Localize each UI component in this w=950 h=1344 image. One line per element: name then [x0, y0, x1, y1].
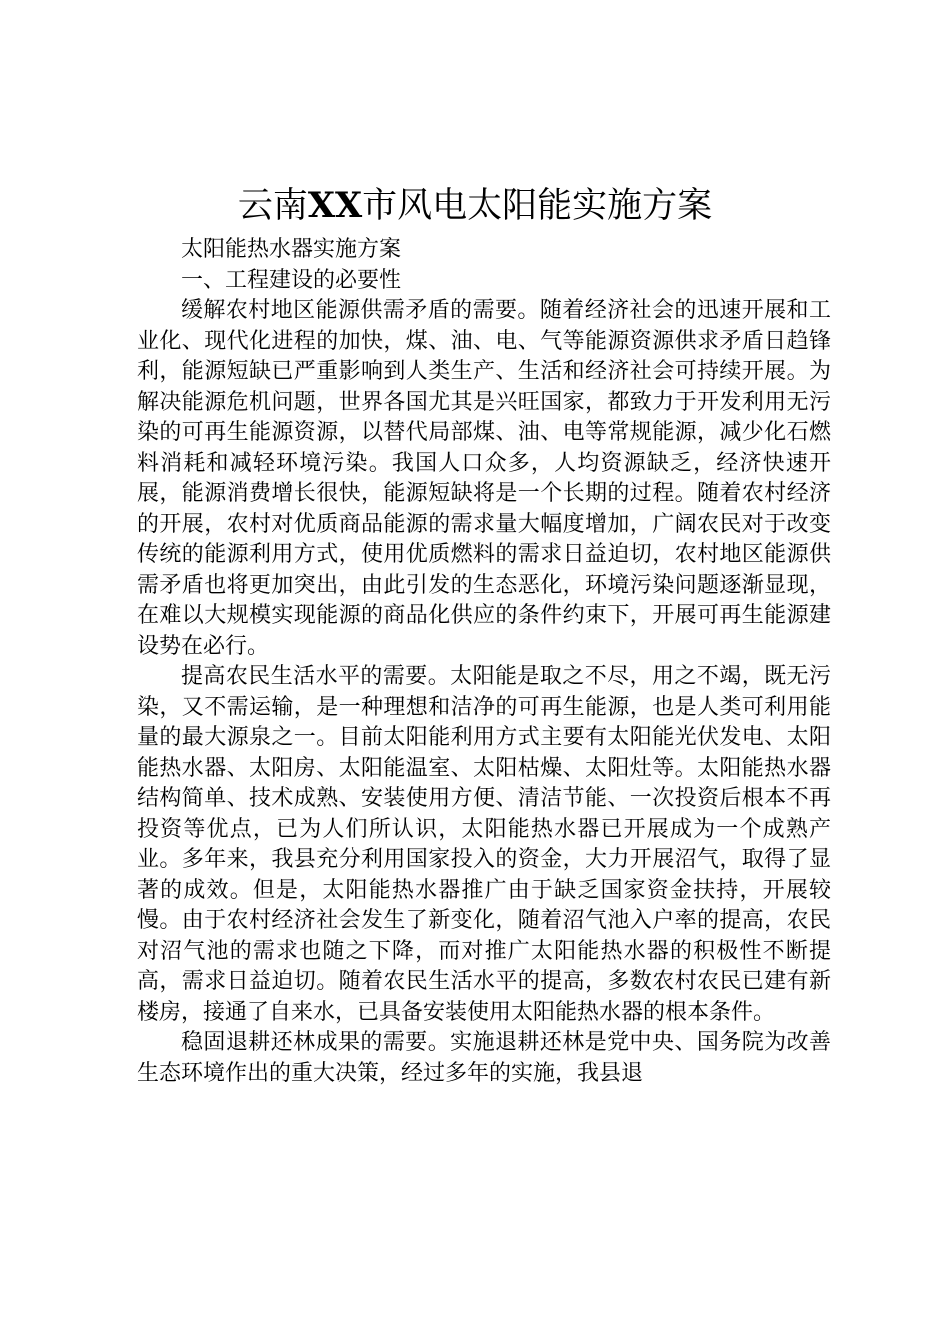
paragraph-1: 缓解农村地区能源供需矛盾的需要。随着经济社会的迅速开展和工业化、现代化进程的加快，煤、油、电、气等能源资源供求矛盾日趋锋利，能源短缺已严重影响到人类生产、生活和经济社会可持续开展。为解决能源危机问题，世界各国尤其是兴旺国家，都致力于开发利用无污染的可再生能源资源，以替代局部煤、油、电等常规能源，减少化石燃料消耗和减轻环境污染。我国人口众多，人均资源缺乏，经济快速开展，能源消费增长很快，能源短缺将是一个长期的过程。随着农村经济的开展，农村对优质商品能源的需求量大幅度增加，广阔农民对于改变传统的能源利用方式，使用优质燃料的需求日益迫切，农村地区能源供需矛盾也将更加突出，由此引发的生态恶化，环境污染问题逐渐显现，在难以大规模实现能源的商品化供应的条件约束下，开展可再生能源建设势在必行。	[137, 298, 831, 659]
paragraph-3: 稳固退耕还林成果的需要。实施退耕还林是党中央、国务院为改善生态环境作出的重大决策，经过多年的实施，我县退	[137, 1030, 831, 1086]
paragraph-2: 提高农民生活水平的需要。太阳能是取之不尽，用之不竭，既无污染，又不需运输，是一种理想和洁净的可再生能源，也是人类可利用能量的最大源泉之一。目前太阳能利用方式主要有太阳能光伏发电、太阳能热水器、太阳房、太阳能温室、太阳枯燥、太阳灶等。太阳能热水器结构简单、技术成熟、安装使用方便、清洁节能、一次投资后根本不再投资等优点，已为人们所认识，太阳能热水器已开展成为一个成熟产业。多年来，我县充分利用国家投入的资金，大力开展沼气，取得了显著的成效。但是，太阳能热水器推广由于缺乏国家资金扶持，开展较慢。由于农村经济社会发生了新变化，随着沼气池入户率的提高，农民对沼气池的需求也随之下降，而对推广太阳能热水器的积极性不断提高，需求日益迫切。随着农民生活水平的提高，多数农村农民已建有新楼房，接通了自来水，已具备安装使用太阳能热水器的根本条件。	[137, 664, 831, 1025]
section-heading: 一、工程建设的必要性	[181, 267, 402, 293]
document-title	[0, 180, 950, 232]
document-body	[137, 235, 831, 1089]
title-prefix: 云南	[237, 186, 308, 226]
title-bold-placeholder: XX	[307, 185, 363, 226]
title-suffix: 市风电太阳能实施方案	[362, 186, 713, 226]
subtitle: 太阳能热水器实施方案	[181, 237, 402, 262]
